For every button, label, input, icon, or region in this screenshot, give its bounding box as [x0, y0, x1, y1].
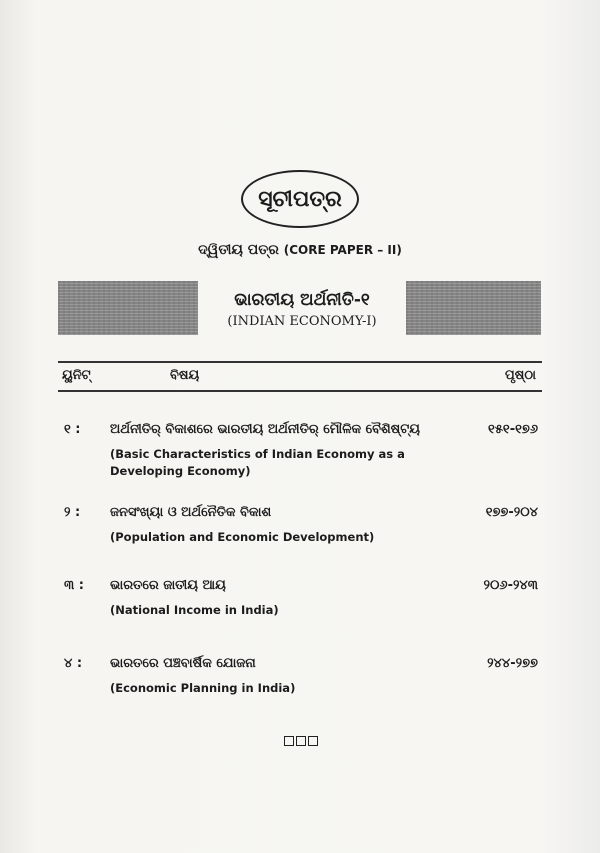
entry-pages: ୧୫୧-୧୭୬	[488, 422, 538, 437]
column-topic: ବିଷୟ	[170, 368, 200, 383]
paper-english: (CORE PAPER – II)	[283, 243, 402, 257]
entry-pages: ୨୦୬-୨୪୩	[483, 578, 538, 593]
paper-line	[0, 242, 600, 258]
column-unit: ୟୁନିଟ୍	[62, 368, 91, 383]
entry-english-title: (Economic Planning in India)	[110, 681, 296, 695]
entry-english-title: (Population and Economic Development)	[110, 530, 375, 544]
entry-pages: ୧୭୭-୨୦୪	[485, 505, 538, 520]
entry-number: ୪ :	[64, 656, 83, 671]
end-ornament	[284, 736, 318, 746]
ornament-square	[308, 736, 318, 746]
paper-odia: ଦ୍ୱିତୀୟ ପତ୍ର	[198, 242, 279, 258]
hatch-band-right	[406, 281, 541, 335]
ornament-square	[296, 736, 306, 746]
entry-odia-title: ଜନସଂଖ୍ୟା ଓ ଅର୍ଥନୈତିକ ବିକାଶ	[110, 505, 272, 520]
contents-heading-text: ସୂଚୀପତ୍ର	[258, 186, 342, 212]
entry-english-title: (National Income in India)	[110, 603, 279, 617]
entry-number: ୨ :	[64, 505, 81, 520]
entry-odia-title: ଭାରତରେ ଜାତୀୟ ଆୟ	[110, 578, 226, 593]
table-rule-bottom	[58, 390, 542, 392]
entry-odia-title: ଭାରତରେ ପଞ୍ଚବାର୍ଷିକ ଯୋଜନା	[110, 656, 256, 671]
contents-heading	[241, 170, 359, 228]
subject-title	[200, 274, 404, 344]
entry-number: ୧ :	[64, 422, 81, 437]
subject-english: (INDIAN ECONOMY-I)	[227, 314, 377, 329]
table-rule-top	[58, 361, 542, 363]
entry-english-title: (Basic Characteristics of Indian Economy as a Developing Economy)	[110, 447, 405, 478]
entry-number: ୩ :	[64, 578, 84, 593]
entry-odia-title: ଅର୍ଥନୀତିର୍ ବିକାଶରେ ଭାରତୀୟ ଅର୍ଥନୀତିର୍ ମୌଳିକ ବୈଶିଷ୍ଟ୍ୟ	[110, 422, 420, 437]
entry-pages: ୨୪୪-୨୭୭	[487, 656, 538, 671]
column-page: ପୃଷ୍ଠା	[505, 368, 536, 383]
hatch-band-left	[58, 281, 198, 335]
ornament-square	[284, 736, 294, 746]
subject-odia: ଭାରତୀୟ ଅର୍ଥନୀତି-୧	[234, 290, 370, 310]
